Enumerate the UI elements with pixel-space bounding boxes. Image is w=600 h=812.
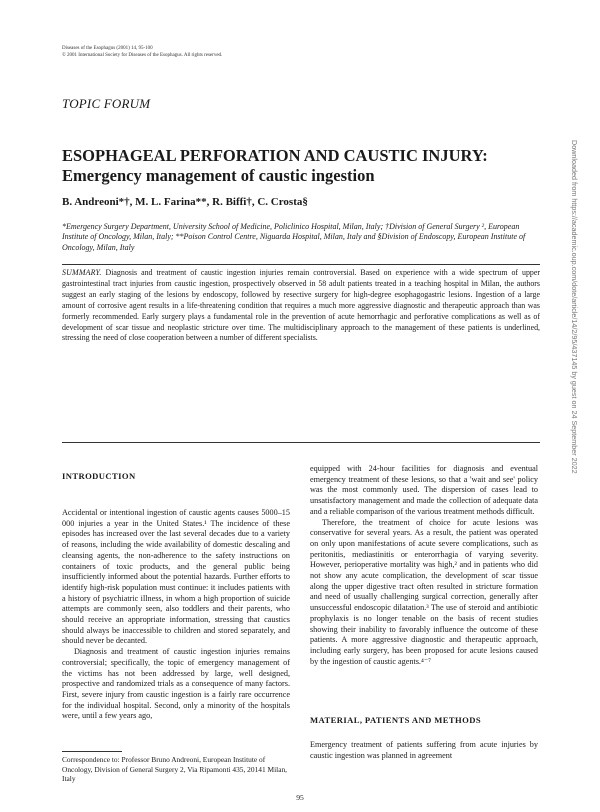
download-watermark-text: Downloaded from https://academic.oup.com/dote/article/14/2/95/437145 by guest on 24 September 2022	[570, 140, 579, 474]
abstract-lead: SUMMARY.	[62, 268, 102, 277]
introduction-heading: INTRODUCTION	[62, 471, 136, 481]
right-paragraph-2: Therefore, the treatment of choice for acute lesions was conservative for several years. As a result, the patient was operated on only upon manifestations of acute severe complications, such as peritonitis, mediastinitis or enterorrhagia of varying severity. However, perioperative mortality was high,² and in patients who did not show any acute complication, the development of scar tissue along the upper digestive tract often resulted in stricture formation and need of usually challenging surgical correction, generally after unsuccessful endoscopic dilatation.³ The use of steroid and antibiotic prophylaxis is no longer tenable on the basis of recent studies showing their inability to favorably influence the outcome of these patients. A more aggressive diagnostic and therapeutic approach, including early surgery, has been proposed for acute lesions caused by the ingestion of caustic agents.⁴⁻⁷	[310, 517, 538, 666]
title-main: ESOPHAGEAL PERFORATION AND CAUSTIC INJURY:	[62, 146, 488, 165]
topic-label: TOPIC FORUM	[62, 96, 151, 111]
affiliations: *Emergency Surgery Department, University School of Medicine, Policlinico Hospital, Milan, Italy; †Division of General Surgery ², European Institute of Oncology, Milan, Italy; **Poison Control Centre, Niguarda Hospital, Milan, Italy and §Division of Endoscopy, European Institute of Oncology, Milan, Italy	[62, 222, 526, 252]
left-column	[62, 508, 290, 722]
footnote-rule	[62, 751, 122, 752]
journal-line-1: Diseases of the Esophagus (2001) 14, 95-100	[62, 46, 153, 51]
methods-text	[310, 740, 538, 761]
methods-heading: MATERIAL, PATIENTS AND METHODS	[310, 715, 482, 725]
title-subtitle: Emergency management of caustic ingestion	[62, 166, 375, 185]
journal-citation	[62, 46, 222, 59]
right-column	[310, 464, 538, 667]
summary-top-rule	[62, 264, 540, 265]
abstract-text: Diagnosis and treatment of caustic ingestion injuries remain controversial. Based on experience with a wide spectrum of upper gastrointestinal tract injuries from caustic ingestion, prospectively observed in 58 adult patients treated in a teaching hospital in Milan, the authors suggest an early staging of the lesions by endoscopy, followed by resective surgery for high-degree esophagogastric lesions. Ingestion of a large amount of corrosive agent results in a life-threatening condition that requires a much more aggressive diagnostic and therapeutic approach than was formerly recommended. Early surgery plays a fundamental role in the prevention of acute hemorrhagic and perforative complications as well as of development of scar tissue and neoplastic stricture over time. The multidisciplinary approach to the management of these patients is underlined, stressing the need of close cooperation between a number of different specialists.	[62, 268, 540, 343]
methods-paragraph-1: Emergency treatment of patients suffering from acute injuries by caustic ingestion was planned in agreement	[310, 740, 538, 760]
intro-paragraph-2: Diagnosis and treatment of caustic ingestion injuries remains controversial; specifically, the topic of emergency management of the victims has not been addressed by large, well designed, prospective and randomized trials as a consequence of many factors. First, severe injury from caustic ingestion is a fairly rare occurrence for the individual hospital. Second, only a minority of the hospitals were, until a few years ago,	[62, 647, 290, 721]
correspondence-note: Correspondence to: Professor Bruno Andreoni, European Institute of Oncology, Division of General Surgery 2, Via Ripamonti 435, 20141 Milan, Italy	[62, 755, 288, 784]
right-paragraph-1: equipped with 24-hour facilities for diagnosis and eventual emergency treatment of these lesions, so that a 'wait and see' policy was the most commonly used. The dispersion of cases lead to unsatisfactory management and made the collection of adequate data and a reliable comparison of the various treatment methods difficult.	[310, 464, 538, 516]
download-watermark	[568, 140, 582, 580]
page-number: 95	[296, 793, 304, 802]
author-list: B. Andreoni*†, M. L. Farina**, R. Biffi†, C. Crosta§	[62, 196, 308, 208]
intro-paragraph-1: Accidental or intentional ingestion of caustic agents causes 5000–15 000 injuries a year in the United States.¹ The incidence of these episodes has increased over the last several decades due to a variety of reasons, including the wide availability of domestic descaling and cleansing agents, the non-adherence to the safety instructions on containers of toxic products, and the general public being insufficiently informed about the potential hazards. Further efforts to identify high-risk population must continue: it includes patients with a history of psychiatric illness, in whom a high proportion of suicide attempts are commonly seen, also toddlers and their parents, who should receive an appropriate information, stressing that caustics should always be inaccessible to children and stored separately, and should never be decanted.	[62, 508, 290, 646]
summary-bottom-rule	[62, 442, 540, 443]
journal-line-2: © 2001 International Society for Diseases of the Esophagus. All rights reserved.	[62, 52, 223, 58]
article-title	[62, 146, 542, 186]
abstract	[62, 268, 540, 344]
